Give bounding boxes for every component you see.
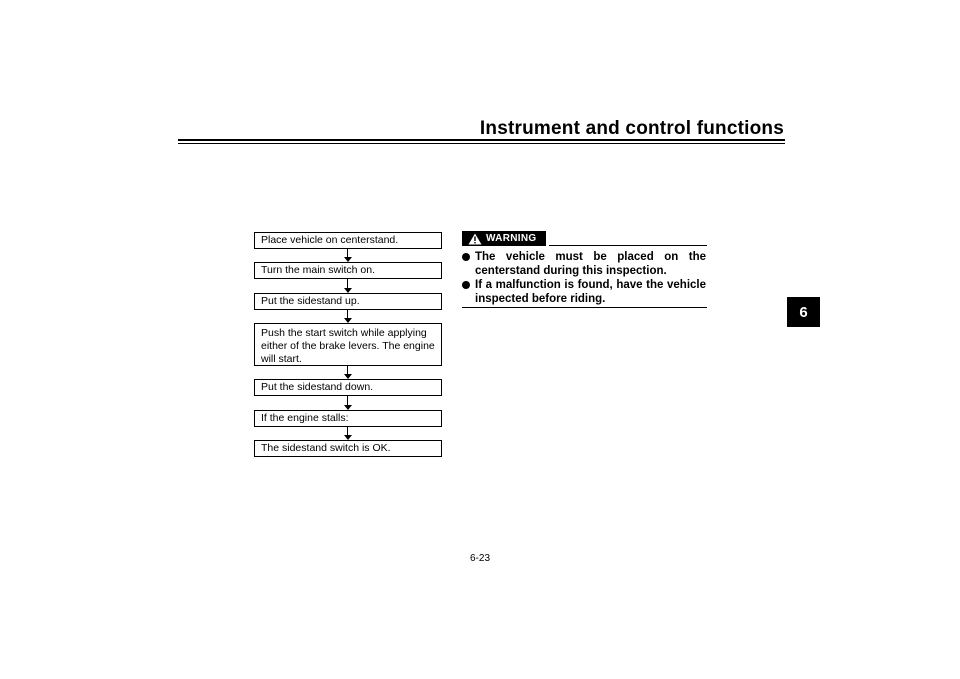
warning-list (462, 250, 706, 306)
page-number: 6-23 (470, 553, 491, 564)
header-rule (178, 139, 785, 141)
flow-step-5: Put the sidestand down. (254, 379, 442, 396)
warning-item: The vehicle must be placed on the centerstand during this inspection. (462, 250, 706, 278)
flow-step-6: If the engine stalls: (254, 410, 442, 427)
flow-arrow (343, 427, 353, 440)
flow-step-4: Push the start switch while applying either of the brake levers. The engine will start. (254, 323, 442, 366)
flow-arrow (343, 310, 353, 323)
warning-rule-bottom (462, 307, 707, 308)
flow-step-2: Turn the main switch on. (254, 262, 442, 279)
warning-item: If a malfunction is found, have the vehicle inspected before riding. (462, 278, 706, 306)
warning-triangle-icon (468, 233, 482, 245)
flow-step-7: The sidestand switch is OK. (254, 440, 442, 457)
flow-step-3: Put the sidestand up. (254, 293, 442, 310)
bullet-icon (462, 253, 470, 261)
flow-arrow (343, 396, 353, 410)
warning-badge (462, 231, 546, 246)
flow-arrow (343, 249, 353, 262)
warning-rule (549, 245, 707, 246)
flow-step-1: Place vehicle on centerstand. (254, 232, 442, 249)
warning-label: WARNING (486, 233, 537, 244)
bullet-icon (462, 281, 470, 289)
flow-arrow (343, 279, 353, 293)
chapter-tab: 6 (787, 297, 820, 327)
flow-arrow (343, 366, 353, 379)
page-title: Instrument and control functions (479, 118, 784, 139)
header-rule-thin (178, 143, 785, 144)
